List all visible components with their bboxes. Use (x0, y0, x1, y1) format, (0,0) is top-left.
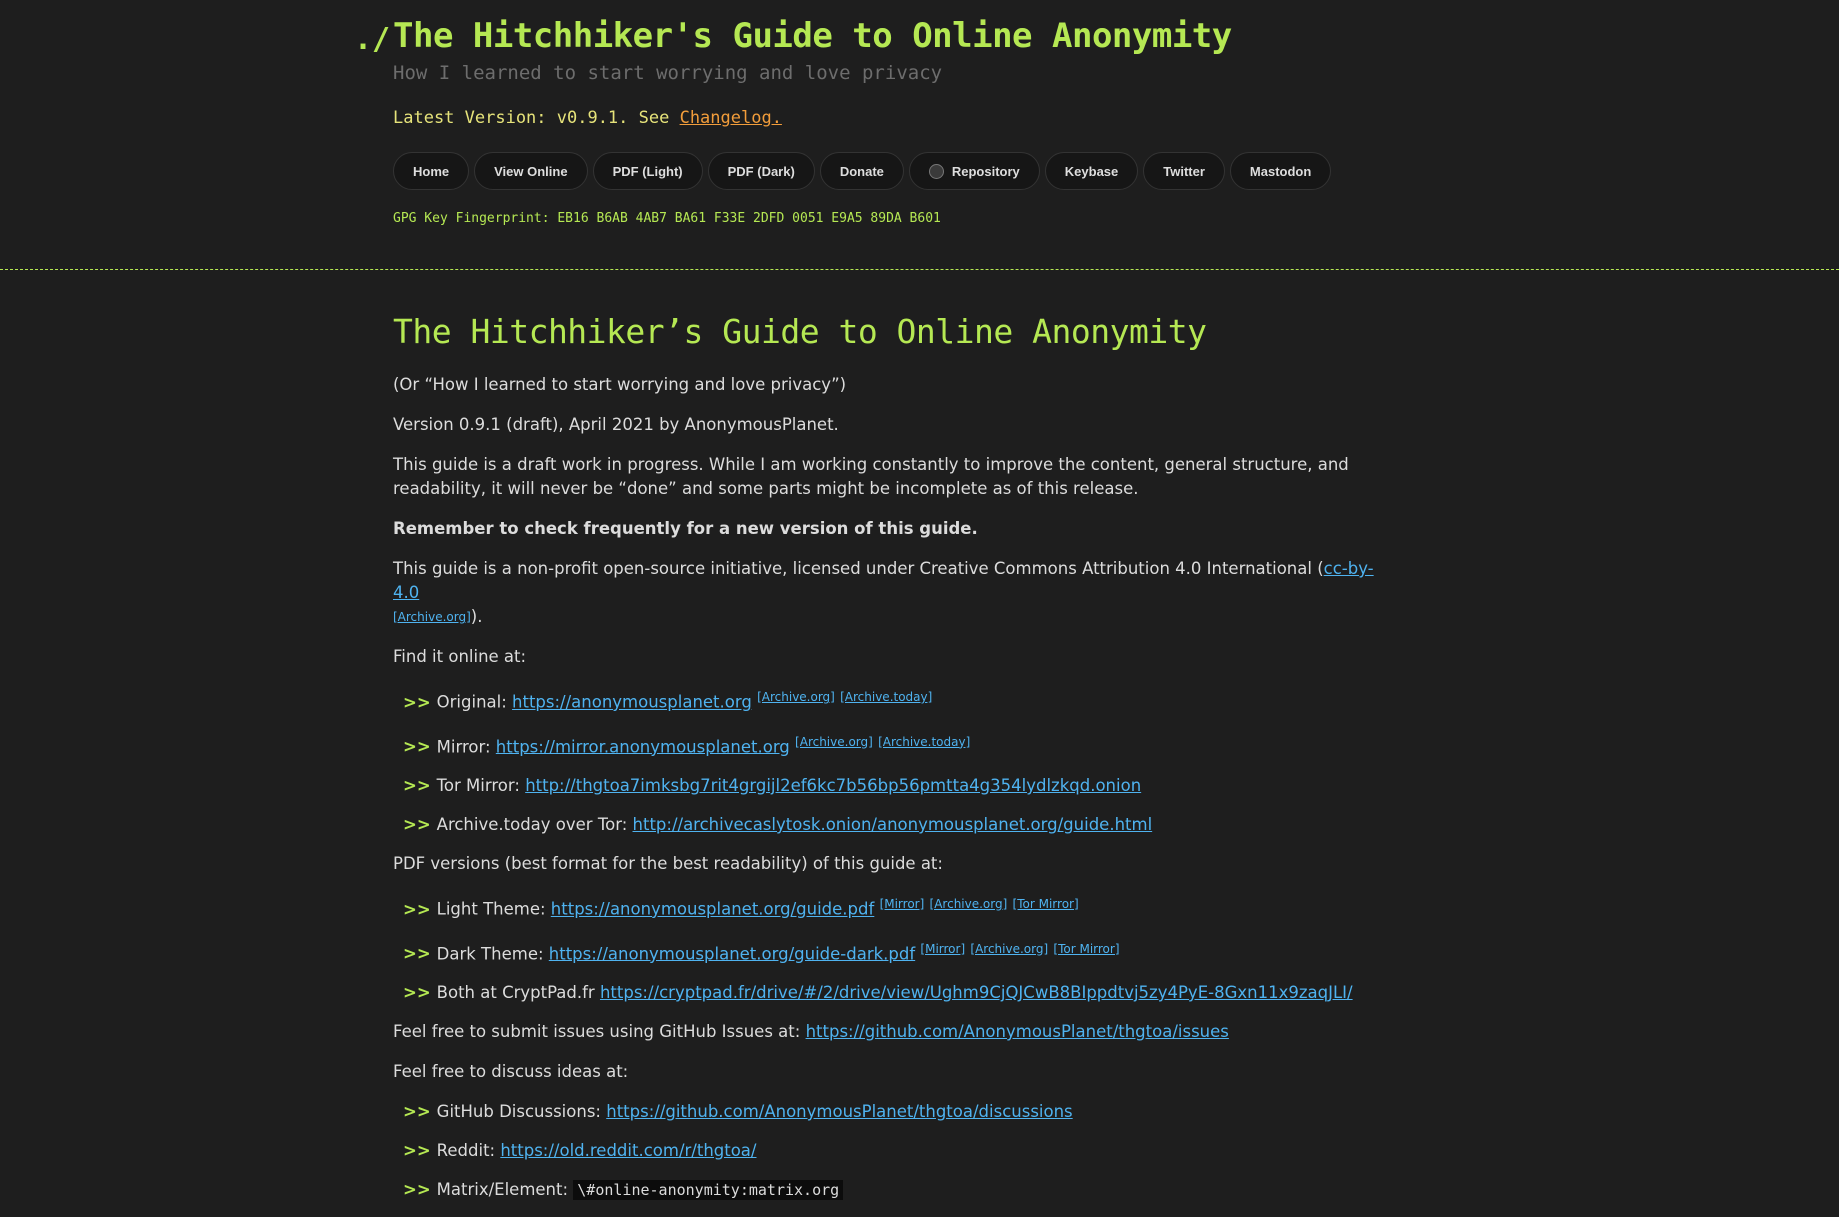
page-heading: The Hitchhiker’s Guide to Online Anonymity (393, 312, 1207, 351)
reddit-link[interactable]: https://old.reddit.com/r/thgtoa/ (500, 1141, 757, 1160)
main-content (393, 300, 1393, 1217)
archive-tor-label: Archive.today over Tor: (436, 815, 633, 834)
header-divider (0, 269, 1839, 270)
list-item-matrix (403, 1178, 1393, 1202)
repository-label: Repository (951, 163, 1020, 179)
site-header (0, 0, 1839, 270)
arrow-marker: >> (403, 983, 431, 1002)
site-title[interactable]: The Hitchhiker's Guide to Online Anonymity (393, 16, 1232, 56)
nav-keybase-button[interactable]: Keybase (1045, 152, 1138, 190)
mirror-link[interactable]: https://mirror.anonymousplanet.org (495, 737, 790, 756)
original-label: Original: (436, 692, 513, 712)
site-tagline: How I learned to start worrying and love privacy (393, 62, 943, 84)
arrow-marker: >> (403, 944, 431, 963)
version-text: Latest Version: v0.9.1. See (393, 108, 680, 128)
license-link[interactable]: cc-by-4.0 (393, 559, 1374, 602)
nav-pdf-light-button[interactable]: PDF (Light) (593, 152, 703, 190)
list-item-archive-tor (403, 813, 1393, 837)
license-archive-link[interactable]: [Archive.org] (393, 610, 471, 624)
mirror-archive-today-link[interactable]: [Archive.today] (878, 734, 971, 749)
matrix-label: Matrix/Element: (436, 1180, 574, 1199)
discussions-label: GitHub Discussions: (436, 1102, 607, 1121)
issues-paragraph (393, 1020, 1393, 1044)
dark-tor-mirror-link[interactable]: [Tor Mirror] (1053, 941, 1120, 956)
prompt-symbol: ./ (354, 22, 391, 57)
list-item-dark-pdf (403, 937, 1393, 967)
mirror-archive-org-link[interactable]: [Archive.org] (795, 734, 873, 749)
subtitle: (Or “How I learned to start worrying and love privacy”) (393, 375, 847, 394)
list-item-reddit (403, 1139, 1393, 1163)
original-archive-today-link[interactable]: [Archive.today] (840, 690, 933, 704)
find-online-label: Find it online at: (393, 647, 527, 666)
list-item-tor-mirror (403, 774, 1393, 798)
reminder: Remember to check frequently for a new version of this guide. (393, 519, 978, 538)
license-close: ). (470, 607, 483, 626)
tor-link[interactable]: http://thgtoa7imksbg7rit4grgijl2ef6kc7b56bp56pmtta4g354lydlzkqd.onion (525, 776, 1142, 795)
cryptpad-label: Both at CryptPad.fr (436, 983, 600, 1002)
arrow-marker: >> (403, 737, 431, 756)
light-mirror-link[interactable]: [Mirror] (879, 897, 925, 911)
original-archive-org-link[interactable]: [Archive.org] (757, 690, 835, 704)
arrow-marker: >> (403, 1141, 431, 1160)
discussions-link[interactable]: https://github.com/AnonymousPlanet/thgtoa/discussions (606, 1102, 1073, 1121)
version-info: Version 0.9.1 (draft), April 2021 by AnonymousPlanet. (393, 415, 839, 434)
cryptpad-link[interactable]: https://cryptpad.fr/drive/#/2/drive/view/Ughm9CjQJCwB8BIppdtvj5zy4PyE-8Gxn11x9zaqJLI/ (599, 983, 1353, 1002)
original-link[interactable]: https://anonymousplanet.org (512, 692, 752, 712)
list-item-original (403, 685, 1393, 715)
matrix-room-code: \#online-anonymity:matrix.org (573, 1180, 843, 1200)
nav-twitter-button[interactable]: Twitter (1143, 152, 1225, 190)
tor-label: Tor Mirror: (436, 776, 526, 795)
license-text: This guide is a non-profit open-source initiative, licensed under Creative Commons Attribution 4.0 International ( (393, 559, 1324, 578)
issues-link[interactable]: https://github.com/AnonymousPlanet/thgtoa/issues (805, 1022, 1229, 1041)
discuss-intro: Feel free to discuss ideas at: (393, 1062, 629, 1081)
list-item-light-pdf (403, 892, 1393, 922)
gpg-fingerprint: GPG Key Fingerprint: EB16 B6AB 4AB7 BA61 F33E 2DFD 0051 E9A5 89DA B601 (393, 211, 941, 226)
dark-archive-org-link[interactable]: [Archive.org] (970, 941, 1049, 956)
light-archive-org-link[interactable]: [Archive.org] (929, 897, 1008, 911)
archive-tor-link[interactable]: http://archivecaslytosk.onion/anonymousplanet.org/guide.html (632, 815, 1153, 834)
light-label: Light Theme: (436, 899, 551, 919)
nav-home-button[interactable]: Home (393, 152, 469, 190)
nav-view-online-button[interactable]: View Online (474, 152, 587, 190)
light-pdf-link[interactable]: https://anonymousplanet.org/guide.pdf (550, 899, 875, 919)
draft-note: This guide is a draft work in progress. While I am working constantly to improve the content, general structure, and readability, it will never be “done” and some parts might be incomplete as of this release. (393, 455, 1349, 498)
arrow-marker: >> (403, 776, 431, 795)
reddit-label: Reddit: (436, 1141, 501, 1160)
mirror-label: Mirror: (436, 737, 496, 756)
nav-mastodon-button[interactable]: Mastodon (1230, 152, 1331, 190)
nav-donate-button[interactable]: Donate (820, 152, 904, 190)
dark-mirror-link[interactable]: [Mirror] (920, 941, 966, 956)
pdf-intro: PDF versions (best format for the best readability) of this guide at: (393, 854, 943, 873)
dark-pdf-link[interactable]: https://anonymousplanet.org/guide-dark.pdf (548, 944, 916, 963)
nav-pdf-dark-button[interactable]: PDF (Dark) (708, 152, 815, 190)
nav-bar (393, 152, 1331, 190)
github-icon (929, 164, 944, 179)
changelog-link[interactable]: Changelog. (679, 108, 782, 128)
arrow-marker: >> (403, 815, 431, 834)
arrow-marker: >> (403, 692, 431, 712)
list-item-cryptpad (403, 981, 1393, 1005)
license-paragraph (393, 557, 1393, 629)
issues-label: Feel free to submit issues using GitHub Issues at: (393, 1022, 806, 1041)
latest-version (393, 108, 782, 128)
arrow-marker: >> (403, 1102, 431, 1121)
nav-repository-button[interactable] (909, 152, 1040, 190)
dark-label: Dark Theme: (436, 944, 549, 963)
list-item-mirror (403, 730, 1393, 760)
list-item-discussions (403, 1100, 1393, 1124)
arrow-marker: >> (403, 899, 431, 919)
arrow-marker: >> (403, 1180, 431, 1199)
light-tor-mirror-link[interactable]: [Tor Mirror] (1012, 897, 1079, 911)
